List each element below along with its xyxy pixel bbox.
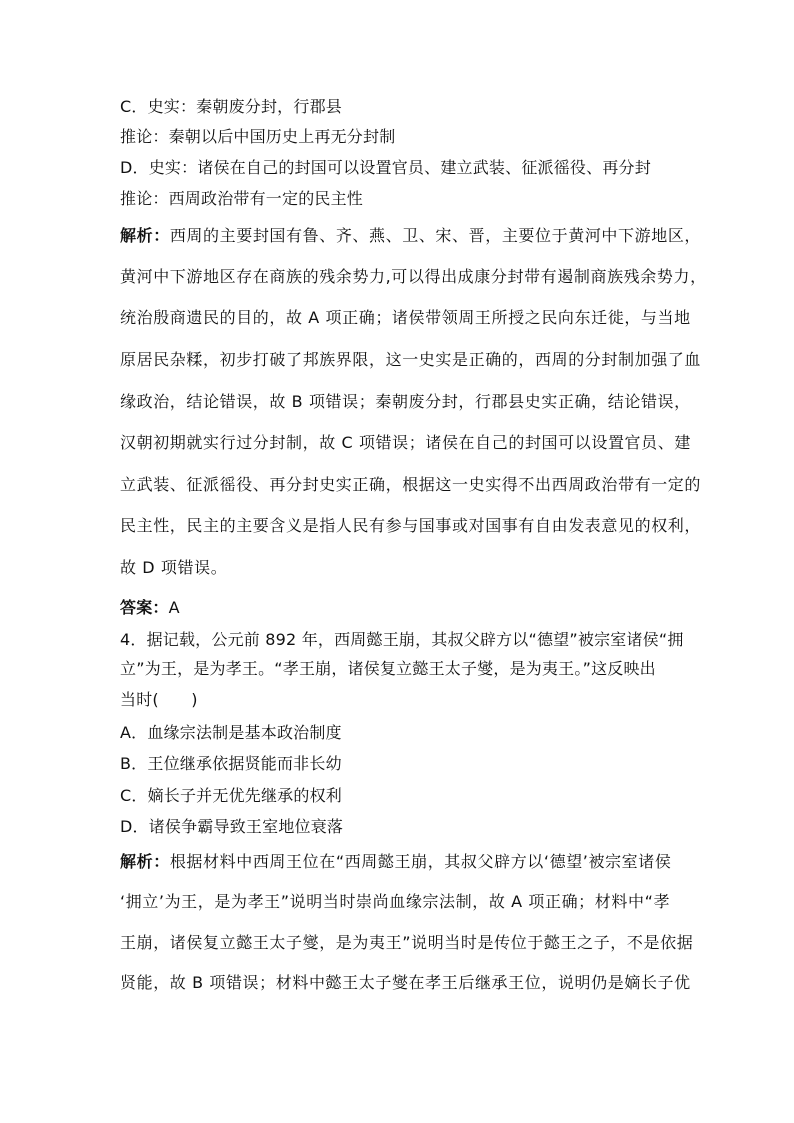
analysis-line: 统治殷商遗民的目的，故 A 项正确；诸侯带领周王所授之民向东迁徙，与当地 xyxy=(120,308,691,327)
answer-label: 答案： xyxy=(120,598,169,617)
analysis-line: 贤能，故 B 项错误；材料中懿王太子燮在孝王后继承王位，说明仍是嫡长子优 xyxy=(120,973,691,992)
analysis-label: 解析： xyxy=(120,226,170,245)
question-4-option-d: D．诸侯争霸导致王室地位衰落 xyxy=(120,817,344,836)
question-4-stem: 立”为王，是为孝王。“孝王崩，诸侯复立懿王太子燮，是为夷王。”这反映出 xyxy=(120,659,656,678)
analysis-line: 汉朝初期就实行过分封制，故 C 项错误；诸侯在自己的封国可以设置官员、建 xyxy=(120,433,691,452)
option-d-inference: 推论：西周政治带有一定的民主性 xyxy=(120,189,364,208)
analysis-line: 民主性，民主的主要含义是指人民有参与国事或对国事有自由发表意见的权利， xyxy=(120,516,702,535)
analysis-line: 黄河中下游地区存在商族的残余势力,可以得出成康分封带有遏制商族残余势力， xyxy=(120,267,707,286)
question-4-option-a: A．血缘宗法制是基本政治制度 xyxy=(120,723,342,742)
question-4-stem: 4．据记载，公元前 892 年，西周懿王崩，其叔父辟方以“德望”被宗室诸侯“拥 xyxy=(120,630,684,649)
analysis-line: 王崩，诸侯复立懿王太子燮，是为夷王”说明当时是传位于懿王之子，不是依据 xyxy=(120,933,694,952)
analysis-line: 故 D 项错误。 xyxy=(120,558,228,577)
analysis-line: 缘政治，结论错误，故 B 项错误；秦朝废分封，行郡县史实正确，结论错误， xyxy=(120,392,691,411)
analysis-line: 立武装、征派徭役、再分封史实正确，根据这一史实得不出西周政治带有一定的 xyxy=(120,475,702,494)
option-d-fact: D．史实：诸侯在自己的封国可以设置官员、建立武装、征派徭役、再分封 xyxy=(120,158,651,177)
question-4-option-c: C．嫡长子并无优先继承的权利 xyxy=(120,786,342,805)
analysis-line: 西周的主要封国有鲁、齐、燕、卫、宋、晋，主要位于黄河中下游地区， xyxy=(169,226,702,245)
option-c-inference: 推论：秦朝以后中国历史上再无分封制 xyxy=(120,127,396,146)
question-4-stem: 当时( ) xyxy=(120,690,198,709)
analysis-line: 根据材料中西周王位在“西周懿王崩，其叔父辟方以‘德望’被宗室诸侯 xyxy=(169,852,672,871)
analysis-label: 解析： xyxy=(120,852,170,871)
analysis-paragraph-q4 xyxy=(120,852,671,872)
answer-line xyxy=(120,598,180,618)
option-c-fact: C．史实：秦朝废分封，行郡县 xyxy=(120,97,342,116)
analysis-line: 原居民杂糅，初步打破了邦族界限，这一史实是正确的，西周的分封制加强了血 xyxy=(120,350,702,369)
analysis-line: ‘拥立’为王，是为孝王”说明当时崇尚血缘宗法制，故 A 项正确；材料中“孝 xyxy=(120,892,671,911)
answer-value: A xyxy=(168,598,180,617)
analysis-paragraph-q3 xyxy=(120,226,701,246)
question-4-option-b: B．王位继承依据贤能而非长幼 xyxy=(120,754,342,773)
